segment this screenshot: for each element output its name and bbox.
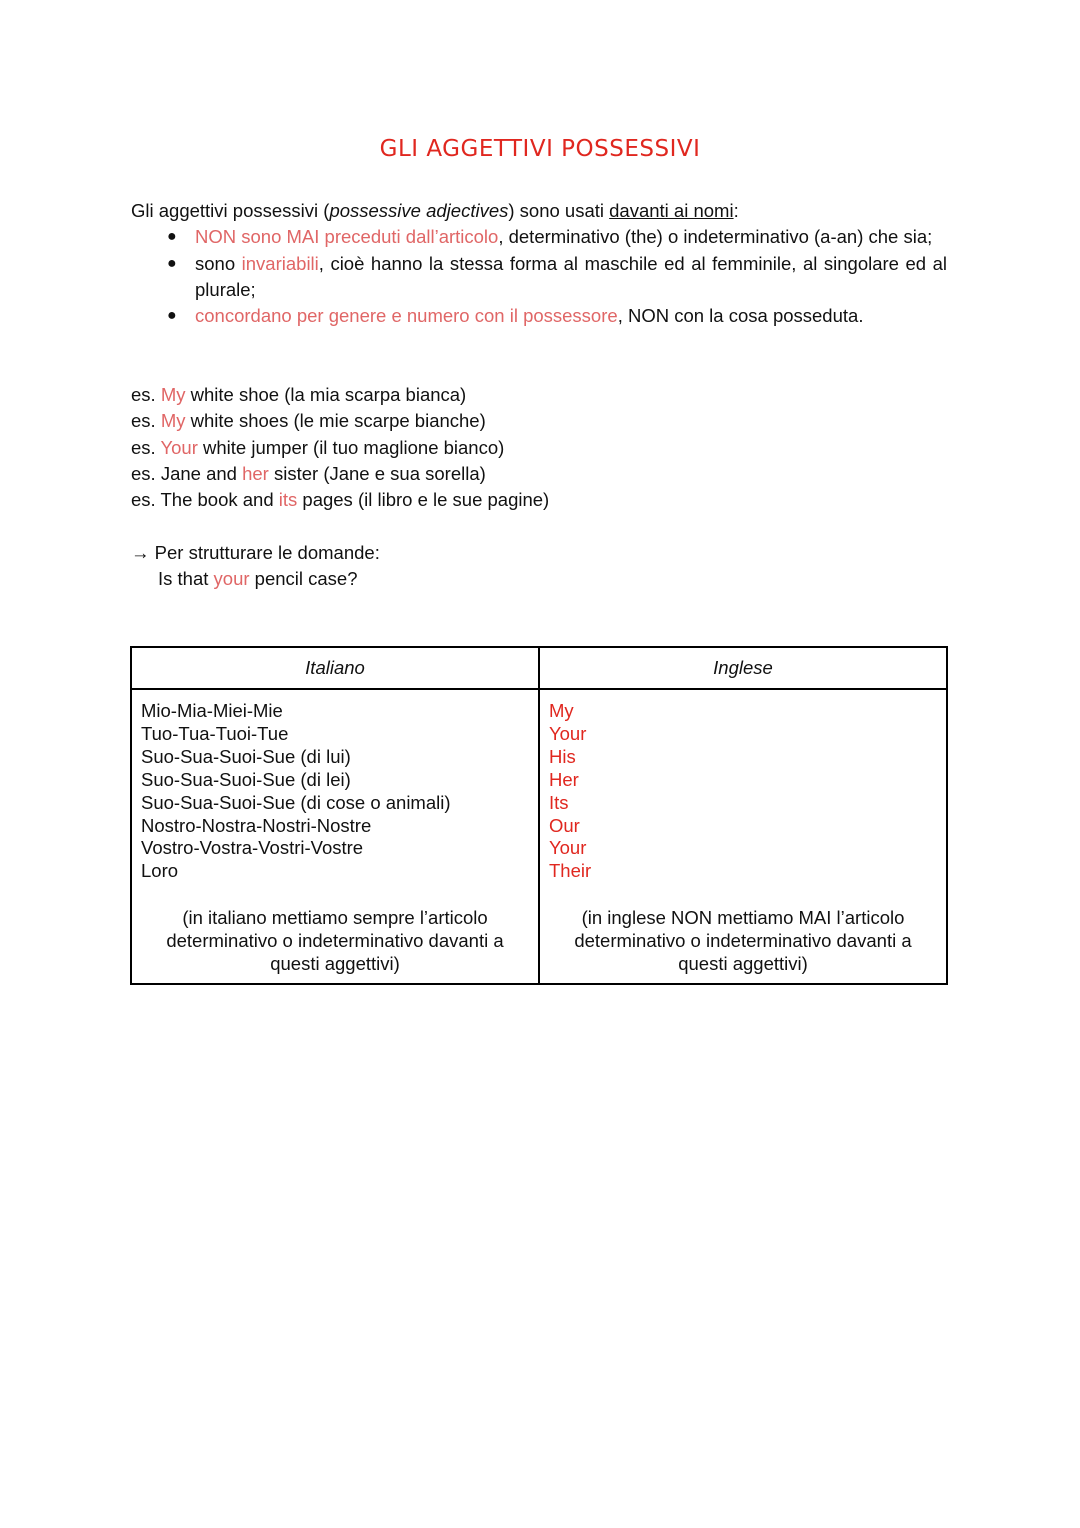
italian-form: Loro xyxy=(141,860,179,882)
example-text: es. xyxy=(131,436,161,458)
intro-paragraph xyxy=(131,198,947,224)
page-title: GLI AGGETTIVI POSSESSIVI xyxy=(379,136,701,162)
bullet-icon: ● xyxy=(167,254,177,272)
examples-section xyxy=(131,382,947,513)
bullet-icon: ● xyxy=(167,228,177,246)
intro-text: Gli aggettivi possessivi ( xyxy=(131,200,330,221)
italian-column xyxy=(131,689,539,984)
list-item xyxy=(131,251,947,304)
example-text: es. xyxy=(131,410,161,432)
example-line xyxy=(131,382,947,408)
english-form: Your xyxy=(549,837,587,859)
english-form: His xyxy=(549,745,576,767)
question-example xyxy=(131,566,947,592)
rule-highlight: invariabili xyxy=(241,252,319,274)
example-line xyxy=(131,487,947,513)
header-inglese: Inglese xyxy=(539,647,947,689)
rule-text: , determinativo (the) o indeterminativo (a-an) che sia; xyxy=(498,226,933,248)
list-item xyxy=(131,224,947,250)
question-text: Is that xyxy=(158,568,214,590)
example-highlight: My xyxy=(160,410,186,432)
question-section xyxy=(131,540,947,593)
example-text: sister (Jane e sua sorella) xyxy=(268,462,486,484)
italian-form: Suo-Sua-Suoi-Sue (di lei) xyxy=(141,768,351,790)
possessives-table xyxy=(130,646,948,985)
rule-highlight: NON sono MAI preceduti dall’articolo xyxy=(195,226,499,248)
italian-form: Suo-Sua-Suoi-Sue (di lui) xyxy=(141,745,351,767)
example-text: white shoes (le mie scarpe bianche) xyxy=(185,410,486,432)
question-intro: → Per strutturare le domande: xyxy=(131,542,380,563)
example-line xyxy=(131,408,947,434)
example-highlight: My xyxy=(160,384,186,405)
english-form: Your xyxy=(549,722,587,744)
example-text: es. The book and xyxy=(131,489,279,511)
question-text: pencil case? xyxy=(249,568,358,590)
english-form: Its xyxy=(549,791,569,813)
table-header-row xyxy=(131,647,947,689)
italian-form: Nostro-Nostra-Nostri-Nostre xyxy=(141,814,372,836)
english-form: My xyxy=(549,700,574,721)
rule-text: , cioè hanno la stessa forma al maschile ed al femminile, al singolare ed al plurale; xyxy=(195,252,947,300)
english-form: Our xyxy=(549,814,580,836)
italian-form: Tuo-Tua-Tuoi-Tue xyxy=(141,722,289,744)
rule-text: sono xyxy=(195,252,242,274)
intro-italic: possessive adjectives xyxy=(329,200,509,221)
example-highlight: Your xyxy=(160,436,198,458)
example-text: es. xyxy=(131,384,161,405)
header-italiano: Italiano xyxy=(131,647,539,689)
example-text: white jumper (il tuo maglione bianco) xyxy=(197,436,505,458)
example-highlight: her xyxy=(242,462,269,484)
intro-text: ) sono usati xyxy=(508,200,610,221)
example-text: pages (il libro e le sue pagine) xyxy=(297,489,550,511)
italian-form: Mio-Mia-Miei-Mie xyxy=(141,700,283,721)
italian-note: (in italiano mettiamo sempre l’articolo determinativo o indeterminativo davanti a questi aggettivi) xyxy=(166,907,504,975)
italian-form: Vostro-Vostra-Vostri-Vostre xyxy=(141,837,364,859)
rule-text: , NON con la cosa posseduta. xyxy=(617,305,864,327)
rules-list xyxy=(131,224,947,329)
english-column xyxy=(539,689,947,984)
example-line xyxy=(131,435,947,461)
table-row xyxy=(131,689,947,984)
intro-underlined: davanti ai nomi xyxy=(609,200,734,221)
question-highlight: your xyxy=(213,568,250,590)
italian-form: Suo-Sua-Suoi-Sue (di cose o animali) xyxy=(141,791,451,813)
rule-highlight: concordano per genere e numero con il possessore xyxy=(195,305,618,327)
example-highlight: its xyxy=(278,489,298,511)
english-form: Her xyxy=(549,768,579,790)
bullet-icon: ● xyxy=(167,307,177,325)
english-note: (in inglese NON mettiamo MAI l’articolo determinativo o indeterminativo davanti a questi aggettivi) xyxy=(574,907,912,975)
example-text: es. Jane and xyxy=(131,462,243,484)
intro-section xyxy=(131,198,947,329)
english-form: Their xyxy=(549,860,592,882)
list-item xyxy=(131,303,947,329)
example-text: white shoe (la mia scarpa bianca) xyxy=(185,384,467,405)
example-line xyxy=(131,461,947,487)
intro-text: : xyxy=(733,200,739,221)
